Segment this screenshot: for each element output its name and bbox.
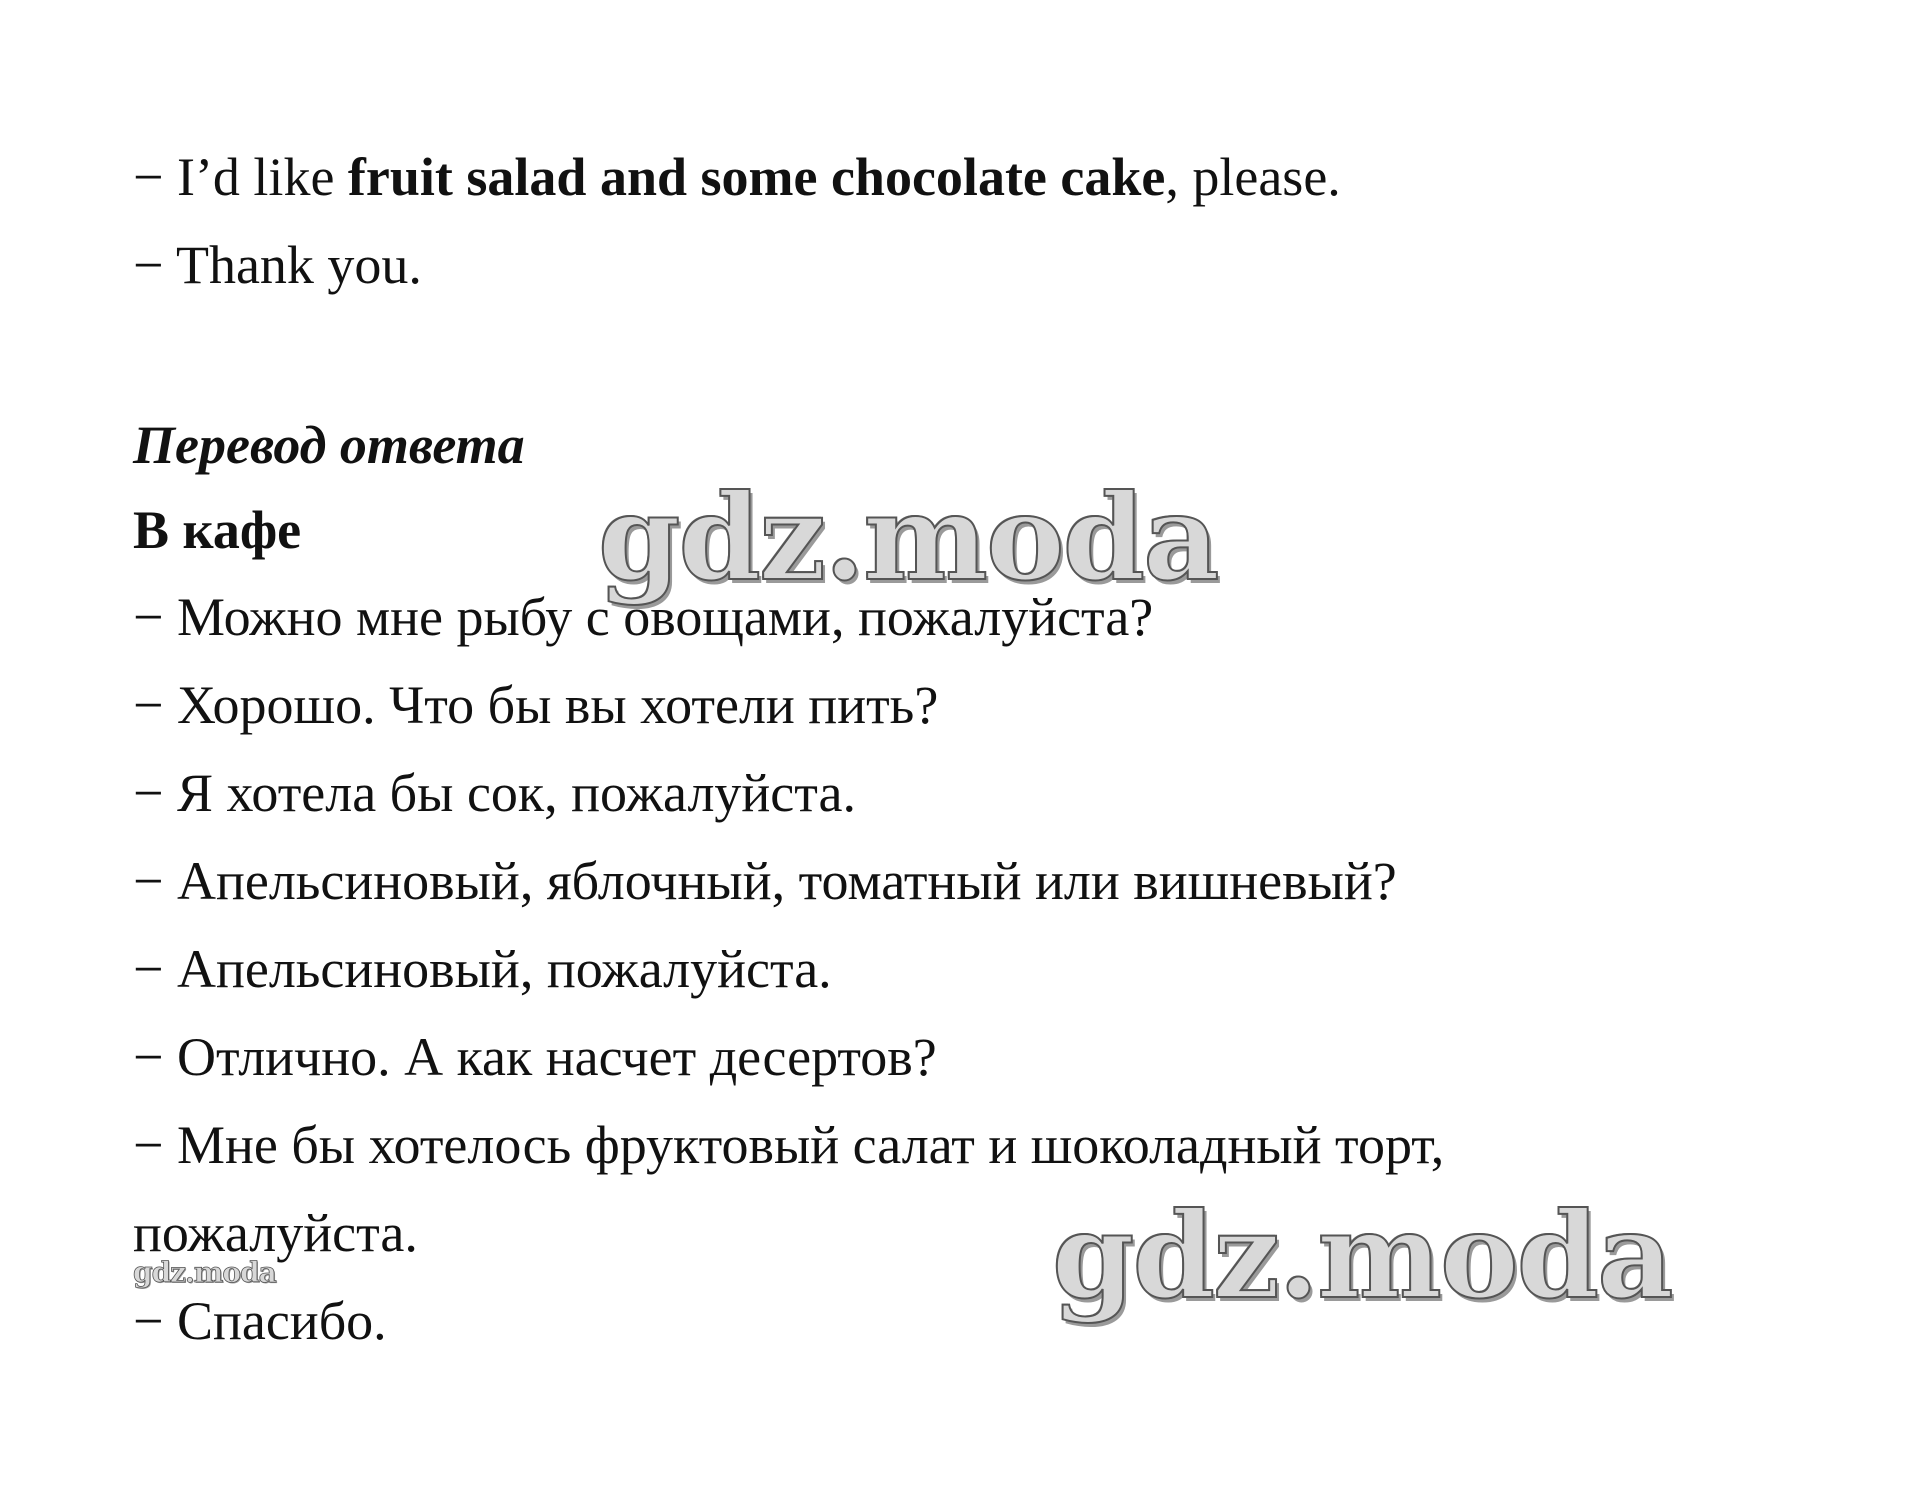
translation-line: пожалуйста.: [133, 1203, 418, 1263]
english-line-thanks: − Thank you.: [133, 235, 422, 295]
translation-line: − Хорошо. Что бы вы хотели пить?: [133, 675, 939, 735]
translation-line: − Можно мне рыбу с овощами, пожалуйста?: [133, 587, 1154, 647]
translation-line: − Апельсиновый, яблочный, томатный или вишневый?: [133, 851, 1397, 911]
translation-line: − Спасибо.: [133, 1291, 387, 1351]
english-line-bold: fruit salad and some chocolate cake: [347, 147, 1166, 207]
translation-line: − Отлично. А как насчет десертов?: [133, 1027, 937, 1087]
watermark-logo-bottom: gdz.moda: [1052, 1186, 1672, 1325]
translation-line: − Мне бы хотелось фруктовый салат и шоколадный торт,: [133, 1115, 1445, 1175]
watermark-logo-top: gdz.moda: [598, 468, 1218, 607]
translation-title: В кафе: [133, 500, 302, 560]
english-line-post: , please.: [1165, 147, 1341, 207]
translation-line: − Я хотела бы сок, пожалуйста.: [133, 763, 856, 823]
translation-line: − Апельсиновый, пожалуйста.: [133, 939, 832, 999]
watermark-logo-small: gdz.moda: [133, 1256, 276, 1289]
english-line-pre: I’d like: [163, 147, 348, 207]
dash: −: [133, 147, 164, 207]
english-line-order: [133, 146, 1341, 208]
translation-heading: Перевод ответа: [133, 415, 525, 475]
